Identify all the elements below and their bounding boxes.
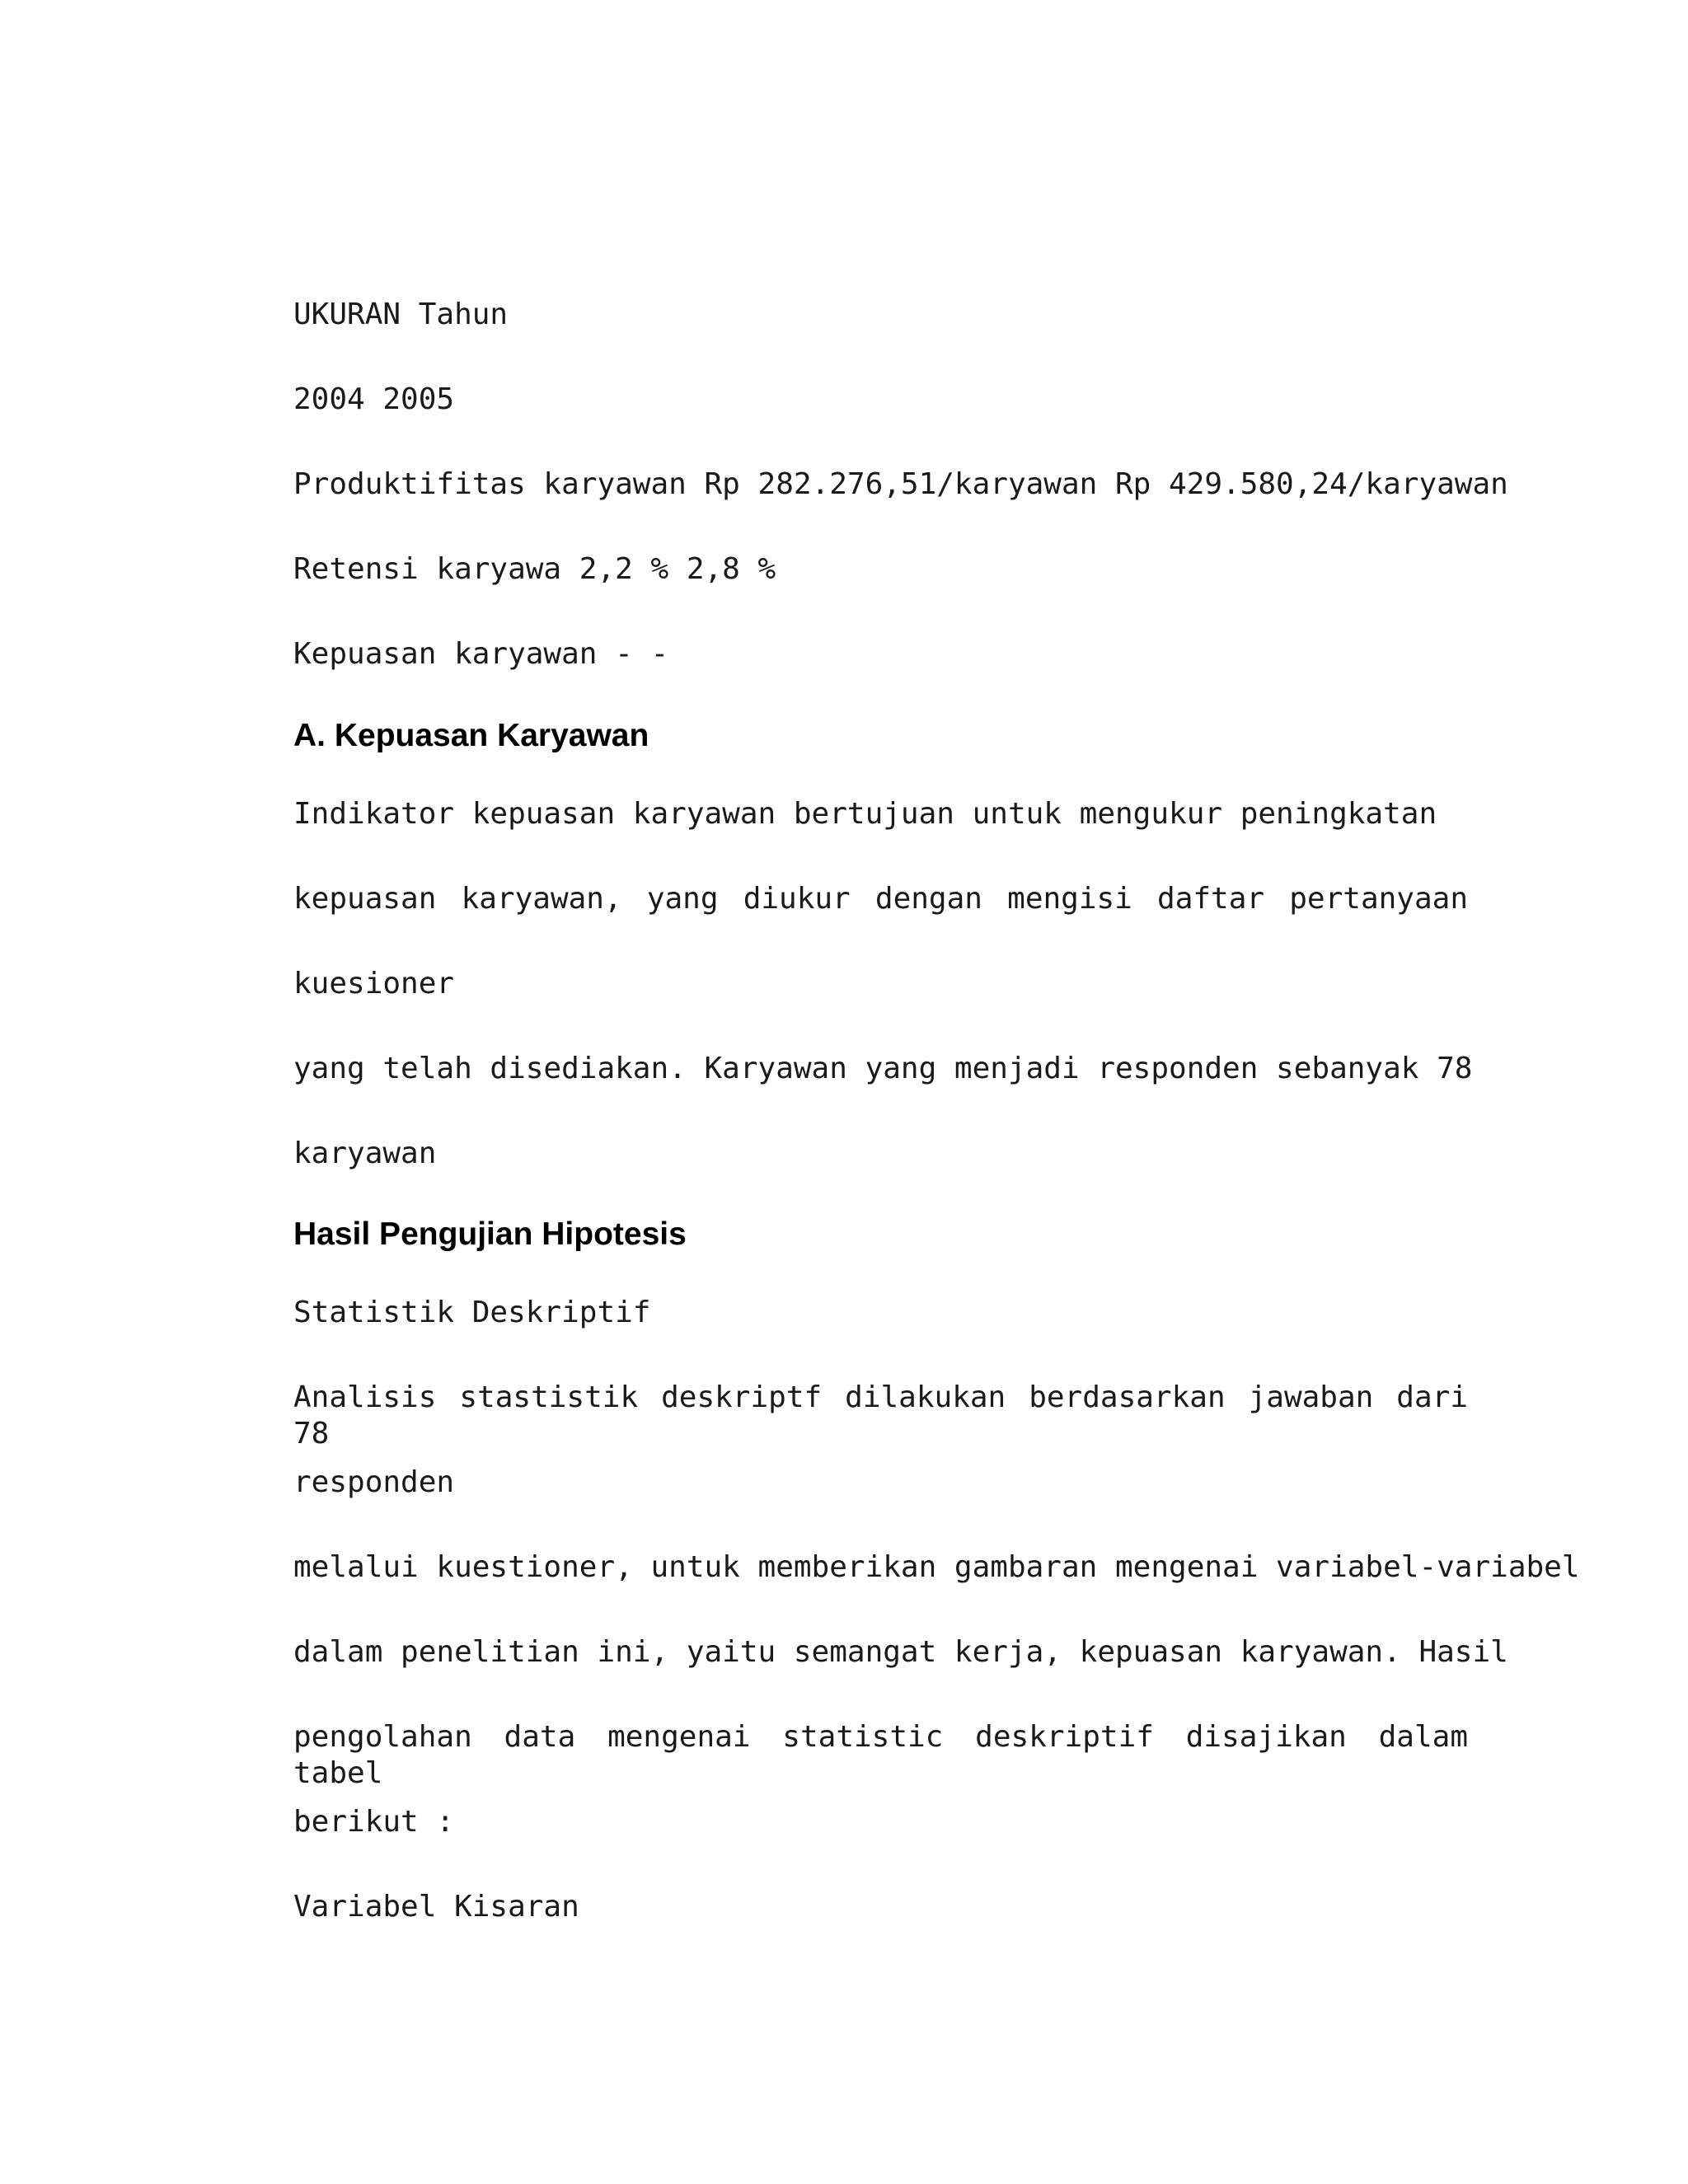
section-a-line-5: karyawan	[293, 1137, 437, 1170]
section-a-heading: A. Kepuasan Karyawan	[293, 718, 649, 753]
section-b-subheading: Statistik Deskriptif	[293, 1296, 651, 1329]
section-a-line-1: Indikator kepuasan karyawan bertujuan untuk mengukur peningkatan	[293, 797, 1437, 831]
table-row-kepuasan: Kepuasan karyawan - -	[293, 637, 669, 671]
section-a-line-2: kepuasan karyawan, yang diukur dengan mengisi daftar pertanyaan	[293, 882, 1468, 916]
table-header-ukuran: UKURAN Tahun	[293, 298, 509, 331]
section-b-line-1: Analisis stastistik deskriptf dilakukan berdasarkan jawaban dari 78	[293, 1380, 1468, 1451]
section-b-line-7: Variabel Kisaran	[293, 1890, 579, 1924]
section-b-line-4: dalam penelitian ini, yaitu semangat kerja, kepuasan karyawan. Hasil	[293, 1635, 1508, 1669]
section-b-line-3: melalui kuestioner, untuk memberikan gambaran mengenai variabel-variabel	[293, 1550, 1580, 1584]
section-b-line-6: berikut :	[293, 1805, 455, 1839]
section-a-line-3: kuesioner	[293, 967, 455, 1001]
section-a-line-4: yang telah disediakan. Karyawan yang menjadi responden sebanyak 78	[293, 1052, 1473, 1085]
section-b-heading: Hasil Pengujian Hipotesis	[293, 1216, 687, 1252]
table-header-years: 2004 2005	[293, 382, 455, 416]
table-row-retensi: Retensi karyawa 2,2 % 2,8 %	[293, 552, 776, 586]
section-b-line-2: responden	[293, 1465, 455, 1499]
table-row-produktifitas: Produktifitas karyawan Rp 282.276,51/karyawan Rp 429.580,24/karyawan	[293, 467, 1508, 501]
section-b-line-5: pengolahan data mengenai statistic deskriptif disajikan dalam tabel	[293, 1720, 1468, 1790]
